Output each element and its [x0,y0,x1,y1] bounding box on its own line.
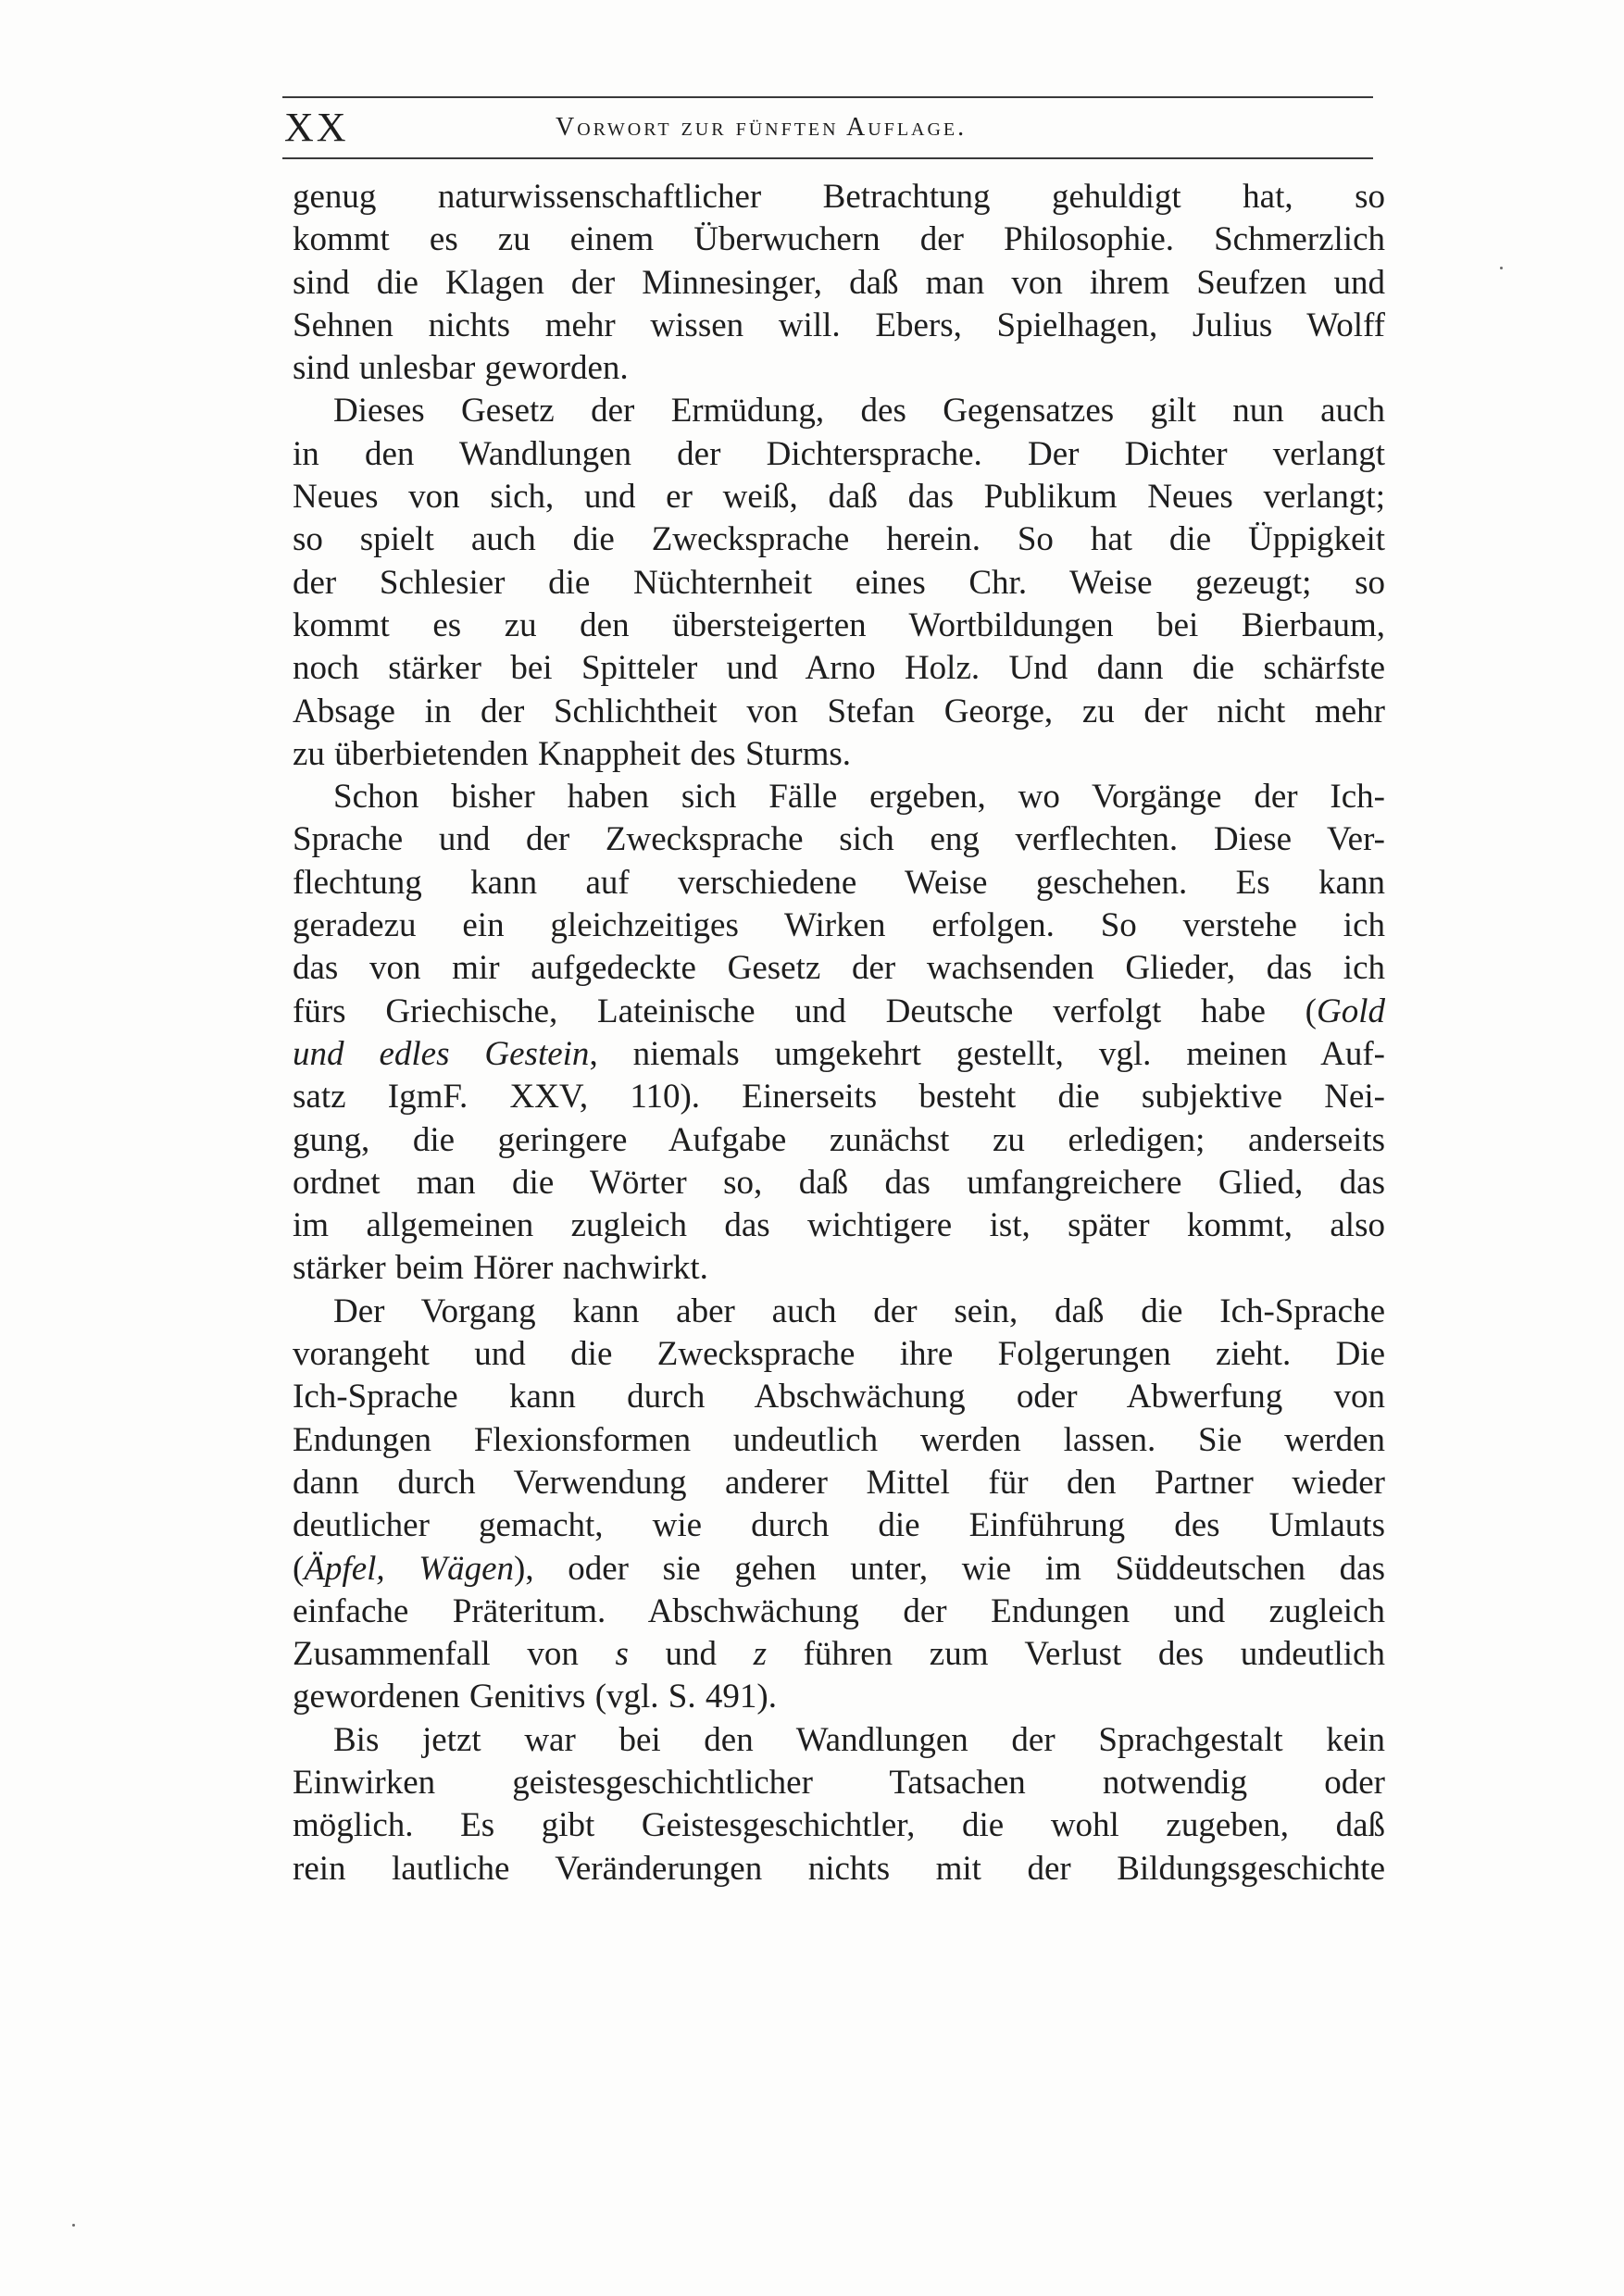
text-line: flechtung kann auf verschiedene Weise geschehen. Es kann [293,863,1385,902]
text-line: Endungen Flexionsformen undeutlich werden lassen. Sie werden [293,1420,1385,1459]
text-line: Sprache und der Zwecksprache sich eng verflechten. Diese Ver- [293,820,1385,859]
text-line [293,1633,1385,1676]
running-head-title: Vorwort zur fünften Auflage. [556,113,968,142]
italic-segment: und edles Gestein [293,1034,590,1073]
text-line: geradezu ein gleichzeitiges Wirken erfolgen. So verstehe ich [293,906,1385,945]
text-line: sind die Klagen der Minnesinger, daß man von ihrem Seufzen und [293,263,1385,302]
text-line [293,1548,1385,1591]
text-line: so spielt auch die Zwecksprache herein. So hat die Üppigkeit [293,520,1385,559]
header-rule-top [282,96,1373,98]
text-line: rein lautliche Veränderungen nichts mit der Bildungsgeschichte [293,1849,1385,1888]
text-line [293,1033,1385,1076]
text-line: Einwirken geistesgeschichtlicher Tatsachen notwendig oder [293,1763,1385,1802]
text-line: Sehnen nichts mehr wissen will. Ebers, Spielhagen, Julius Wolff [293,306,1385,344]
text-line: Der Vorgang kann aber auch der sein, daß die Ich-Sprache [333,1292,1385,1330]
text-segment: und [628,1635,754,1674]
text-line: Ich-Sprache kann durch Abschwächung oder Abwerfung von [293,1378,1385,1416]
text-line: zu überbietenden Knappheit des Sturms. [293,734,852,773]
text-segment: fürs Griechische, Lateinische und Deutsche verfolgt habe ( [293,992,1317,1030]
text-line: im allgemeinen zugleich das wichtigere ist, später kommt, also [293,1206,1385,1245]
text-line: dann durch Verwendung anderer Mittel für den Partner wieder [293,1463,1385,1502]
text-line: der Schlesier die Nüchternheit eines Chr. Weise gezeugt; so [293,563,1385,602]
text-line: stärker beim Hörer nachwirkt. [293,1249,708,1288]
page-number: XX [284,105,349,150]
text-segment: , niemals umgekehrt gestellt, vgl. meinen Auf- [589,1034,1386,1073]
text-segment: ), oder sie gehen unter, wie im Süddeutschen das [514,1549,1385,1588]
text-line: ordnet man die Wörter so, daß das umfangreichere Glied, das [293,1163,1385,1202]
text-segment: führen zum Verlust des undeutlich [766,1635,1385,1674]
text-line: in den Wandlungen der Dichtersprache. Der Dichter verlangt [293,434,1385,473]
paper-speck [1500,267,1503,269]
text-line: gewordenen Genitivs (vgl. S. 491). [293,1678,777,1716]
text-line: kommt es zu einem Überwuchern der Philosophie. Schmerzlich [293,220,1385,259]
paper-speck [72,2224,75,2227]
text-line: Schon bisher haben sich Fälle ergeben, wo Vorgänge der Ich- [333,778,1385,817]
text-line: sind unlesbar geworden. [293,349,629,388]
italic-segment: Äpfel, Wägen [304,1549,515,1588]
italic-segment: Gold [1317,992,1385,1030]
text-line: noch stärker bei Spitteler und Arno Holz. Und dann die schärfste [293,649,1385,688]
text-line: Neues von sich, und er weiß, daß das Publikum Neues verlangt; [293,478,1385,517]
text-line: gung, die geringere Aufgabe zunächst zu erledigen; anderseits [293,1120,1385,1159]
text-line: Absage in der Schlichtheit von Stefan George, zu der nicht mehr [293,692,1385,730]
text-line: kommt es zu den übersteigerten Wortbildungen bei Bierbaum, [293,605,1385,644]
header-rule-bottom [282,157,1373,159]
text-segment: ( [293,1549,305,1588]
text-line: satz IgmF. XXV, 110). Einerseits besteht die subjektive Nei- [293,1078,1385,1117]
text-line: deutlicher gemacht, wie durch die Einführung des Umlauts [293,1506,1385,1545]
italic-segment: z [753,1635,767,1674]
italic-segment: s [615,1635,629,1674]
text-line: möglich. Es gibt Geistesgeschichtler, die wohl zugeben, daß [293,1806,1385,1845]
text-line: das von mir aufgedeckte Gesetz der wachsenden Glieder, das ich [293,949,1385,988]
text-segment: Zusammenfall von [293,1635,616,1674]
text-line: vorangeht und die Zwecksprache ihre Folgerungen zieht. Die [293,1335,1385,1374]
text-line: Bis jetzt war bei den Wandlungen der Sprachgestalt kein [333,1720,1385,1759]
text-line: Dieses Gesetz der Ermüdung, des Gegensatzes gilt nun auch [333,392,1385,430]
text-line: genug naturwissenschaftlicher Betrachtung gehuldigt hat, so [293,178,1385,216]
text-line [293,991,1385,1033]
text-line: einfache Präteritum. Abschwächung der Endungen und zugleich [293,1591,1385,1630]
body-text [293,176,1385,1890]
